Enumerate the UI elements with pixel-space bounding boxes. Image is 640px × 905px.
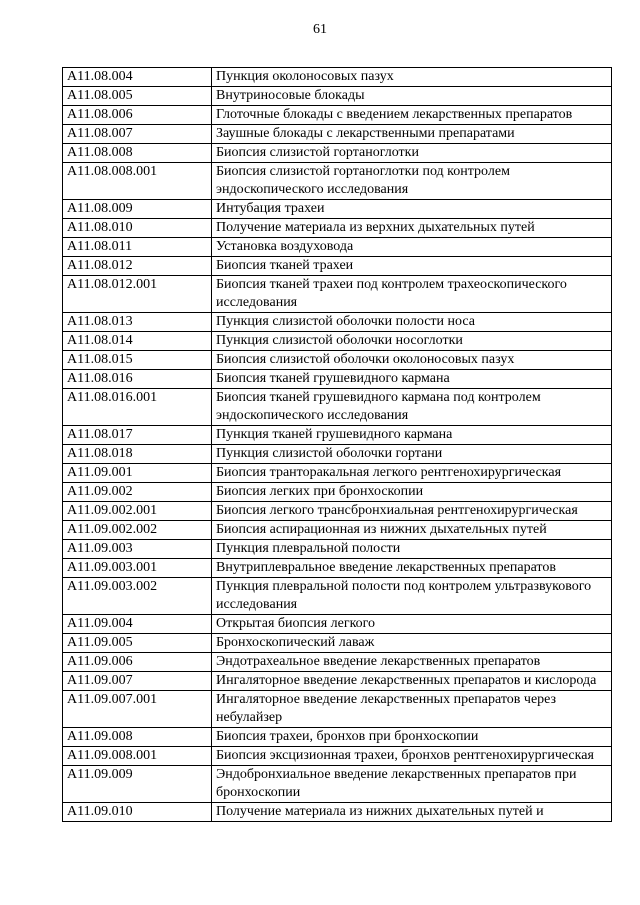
service-name-cell: Биопсия тканей трахеи (212, 257, 612, 276)
service-code-cell: A11.09.010 (63, 803, 212, 822)
service-code-cell: A11.09.008.001 (63, 747, 212, 766)
table-row (63, 747, 612, 766)
service-name-cell: Биопсия слизистой гортаноглотки под контролем эндоскопического исследования (212, 163, 612, 200)
service-code-cell: A11.08.015 (63, 351, 212, 370)
table-row (63, 521, 612, 540)
service-code-cell: A11.08.014 (63, 332, 212, 351)
service-code-cell: A11.08.016.001 (63, 389, 212, 426)
table-row (63, 332, 612, 351)
service-name-cell: Получение материала из верхних дыхательных путей (212, 219, 612, 238)
service-name-cell: Пункция слизистой оболочки гортани (212, 445, 612, 464)
service-code-cell: A11.09.008 (63, 728, 212, 747)
table-row (63, 219, 612, 238)
table-row (63, 87, 612, 106)
service-name-cell: Биопсия легких при бронхоскопии (212, 483, 612, 502)
table-row (63, 370, 612, 389)
service-name-cell: Ингаляторное введение лекарственных препаратов и кислорода (212, 672, 612, 691)
service-name-cell: Биопсия легкого трансбронхиальная рентгенохирургическая (212, 502, 612, 521)
service-code-cell: A11.09.003.001 (63, 559, 212, 578)
service-name-cell: Пункция плевральной полости (212, 540, 612, 559)
table-row (63, 634, 612, 653)
table-row (63, 106, 612, 125)
services-table-body (63, 68, 612, 822)
service-code-cell: A11.09.002.001 (63, 502, 212, 521)
service-name-cell: Пункция слизистой оболочки полости носа (212, 313, 612, 332)
table-row (63, 426, 612, 445)
service-code-cell: A11.09.006 (63, 653, 212, 672)
service-name-cell: Биопсия слизистой гортаноглотки (212, 144, 612, 163)
table-row (63, 540, 612, 559)
service-code-cell: A11.09.002.002 (63, 521, 212, 540)
service-name-cell: Внутриносовые блокады (212, 87, 612, 106)
service-code-cell: A11.08.018 (63, 445, 212, 464)
table-row (63, 653, 612, 672)
service-name-cell: Глоточные блокады с введением лекарственных препаратов (212, 106, 612, 125)
service-code-cell: A11.08.008.001 (63, 163, 212, 200)
service-name-cell: Пункция слизистой оболочки носоглотки (212, 332, 612, 351)
table-row (63, 125, 612, 144)
service-name-cell: Эндотрахеальное введение лекарственных препаратов (212, 653, 612, 672)
service-name-cell: Биопсия аспирационная из нижних дыхательных путей (212, 521, 612, 540)
service-code-cell: A11.09.003.002 (63, 578, 212, 615)
table-row (63, 389, 612, 426)
table-row (63, 68, 612, 87)
service-code-cell: A11.09.001 (63, 464, 212, 483)
service-name-cell: Получение материала из нижних дыхательных путей и (212, 803, 612, 822)
service-code-cell: A11.08.016 (63, 370, 212, 389)
service-code-cell: A11.08.012 (63, 257, 212, 276)
service-name-cell: Заушные блокады с лекарственными препаратами (212, 125, 612, 144)
table-row (63, 672, 612, 691)
service-code-cell: A11.09.002 (63, 483, 212, 502)
service-name-cell: Открытая биопсия легкого (212, 615, 612, 634)
table-row (63, 502, 612, 521)
service-code-cell: A11.08.009 (63, 200, 212, 219)
table-row (63, 163, 612, 200)
table-row (63, 238, 612, 257)
service-code-cell: A11.09.007.001 (63, 691, 212, 728)
service-code-cell: A11.09.003 (63, 540, 212, 559)
service-name-cell: Биопсия трахеи, бронхов при бронхоскопии (212, 728, 612, 747)
service-code-cell: A11.09.007 (63, 672, 212, 691)
service-code-cell: A11.08.013 (63, 313, 212, 332)
service-name-cell: Установка воздуховода (212, 238, 612, 257)
service-code-cell: A11.08.011 (63, 238, 212, 257)
service-name-cell: Бронхоскопический лаваж (212, 634, 612, 653)
table-row (63, 803, 612, 822)
table-row (63, 728, 612, 747)
service-code-cell: A11.08.004 (63, 68, 212, 87)
table-row (63, 559, 612, 578)
service-code-cell: A11.08.012.001 (63, 276, 212, 313)
service-code-cell: A11.08.007 (63, 125, 212, 144)
table-row (63, 276, 612, 313)
service-code-cell: A11.08.010 (63, 219, 212, 238)
service-name-cell: Биопсия тканей грушевидного кармана (212, 370, 612, 389)
service-code-cell: A11.08.017 (63, 426, 212, 445)
service-name-cell: Биопсия тканей трахеи под контролем трахеоскопического исследования (212, 276, 612, 313)
service-name-cell: Биопсия тканей грушевидного кармана под контролем эндоскопического исследования (212, 389, 612, 426)
service-name-cell: Эндобронхиальное введение лекарственных препаратов при бронхоскопии (212, 766, 612, 803)
service-name-cell: Пункция тканей грушевидного кармана (212, 426, 612, 445)
table-row (63, 257, 612, 276)
service-name-cell: Ингаляторное введение лекарственных препаратов через небулайзер (212, 691, 612, 728)
service-code-cell: A11.08.005 (63, 87, 212, 106)
table-row (63, 445, 612, 464)
table-row (63, 351, 612, 370)
table-row (63, 615, 612, 634)
table-row (63, 200, 612, 219)
service-name-cell: Интубация трахеи (212, 200, 612, 219)
service-name-cell: Пункция плевральной полости под контролем ультразвукового исследования (212, 578, 612, 615)
service-code-cell: A11.09.009 (63, 766, 212, 803)
service-name-cell: Биопсия слизистой оболочки околоносовых пазух (212, 351, 612, 370)
service-name-cell: Биопсия транторакальная легкого рентгенохирургическая (212, 464, 612, 483)
service-name-cell: Внутриплевральное введение лекарственных препаратов (212, 559, 612, 578)
service-code-cell: A11.09.004 (63, 615, 212, 634)
table-row (63, 483, 612, 502)
services-table (62, 67, 612, 822)
service-code-cell: A11.08.006 (63, 106, 212, 125)
table-row (63, 691, 612, 728)
table-row (63, 144, 612, 163)
table-row (63, 464, 612, 483)
table-row (63, 578, 612, 615)
service-name-cell: Биопсия эксцизионная трахеи, бронхов рентгенохирургическая (212, 747, 612, 766)
table-row (63, 313, 612, 332)
service-code-cell: A11.09.005 (63, 634, 212, 653)
service-code-cell: A11.08.008 (63, 144, 212, 163)
page-number: 61 (313, 22, 327, 37)
table-row (63, 766, 612, 803)
service-name-cell: Пункция околоносовых пазух (212, 68, 612, 87)
